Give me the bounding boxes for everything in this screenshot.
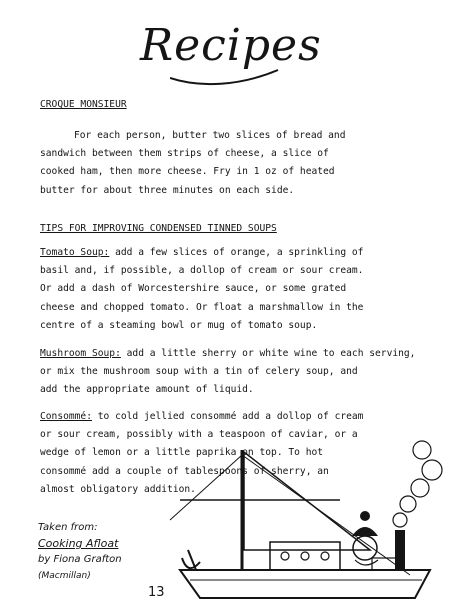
consomme-label: Consommé: bbox=[40, 411, 92, 422]
mushroom-first-line: add a little sherry or white wine to each serving, bbox=[120, 348, 416, 359]
page-title: Recipes bbox=[140, 20, 322, 71]
book-author: by Fiona Grafton bbox=[38, 554, 122, 565]
croque-line: For each person, butter two slices of bread and bbox=[74, 130, 346, 141]
consomme-first-line: to cold jellied consommé add a dollop of cream bbox=[91, 411, 364, 422]
mushroom-tip bbox=[40, 345, 460, 400]
tomato-label: Tomato Soup: bbox=[40, 247, 110, 258]
tomato-tip bbox=[40, 244, 460, 335]
book-title: Cooking Afloat bbox=[38, 537, 119, 550]
mushroom-line: add the appropriate amount of liquid. bbox=[40, 384, 254, 396]
tomato-line: Or add a dash of Worcestershire sauce, or some grated bbox=[40, 283, 347, 295]
tomato-line: centre of a steaming bowl or mug of tomato soup. bbox=[40, 319, 318, 331]
consomme-line: or sour cream, possibly with a teaspoon of caviar, or a bbox=[40, 429, 358, 441]
tomato-first-line: add a few slices of orange, a sprinkling of bbox=[109, 247, 364, 258]
title-swash-decoration bbox=[170, 60, 280, 90]
page-number: 13 bbox=[148, 585, 165, 600]
mushroom-line: or mix the mushroom soup with a tin of celery soup, and bbox=[40, 366, 358, 378]
croque-heading: CROQUE MONSIEUR bbox=[40, 99, 127, 110]
consomme-line: consommé add a couple of tablespoons of sherry, an bbox=[40, 465, 329, 477]
sailboat-chef-illustration bbox=[160, 430, 460, 605]
tips-heading: TIPS FOR IMPROVING CONDENSED TINNED SOUPS bbox=[40, 223, 277, 234]
mushroom-label: Mushroom Soup: bbox=[40, 348, 121, 359]
croque-line: sandwich between them strips of cheese, a slice of bbox=[40, 148, 329, 160]
consomme-line: wedge of lemon or a little paprika on top. To hot bbox=[40, 447, 324, 459]
tomato-line: cheese and chopped tomato. Or float a marshmallow in the bbox=[40, 301, 364, 313]
croque-paragraph bbox=[40, 127, 460, 200]
consomme-line: almost obligatory addition. bbox=[40, 483, 196, 495]
croque-line: butter for about three minutes on each side. bbox=[40, 184, 295, 196]
book-publisher: (Macmillan) bbox=[38, 571, 91, 581]
tomato-line: basil and, if possible, a dollop of cream or sour cream. bbox=[40, 265, 364, 277]
taken-from-label: Taken from: bbox=[38, 522, 98, 533]
croque-line: cooked ham, then more cheese. Fry in 1 oz of heated bbox=[40, 166, 335, 178]
source-credit bbox=[38, 520, 122, 584]
